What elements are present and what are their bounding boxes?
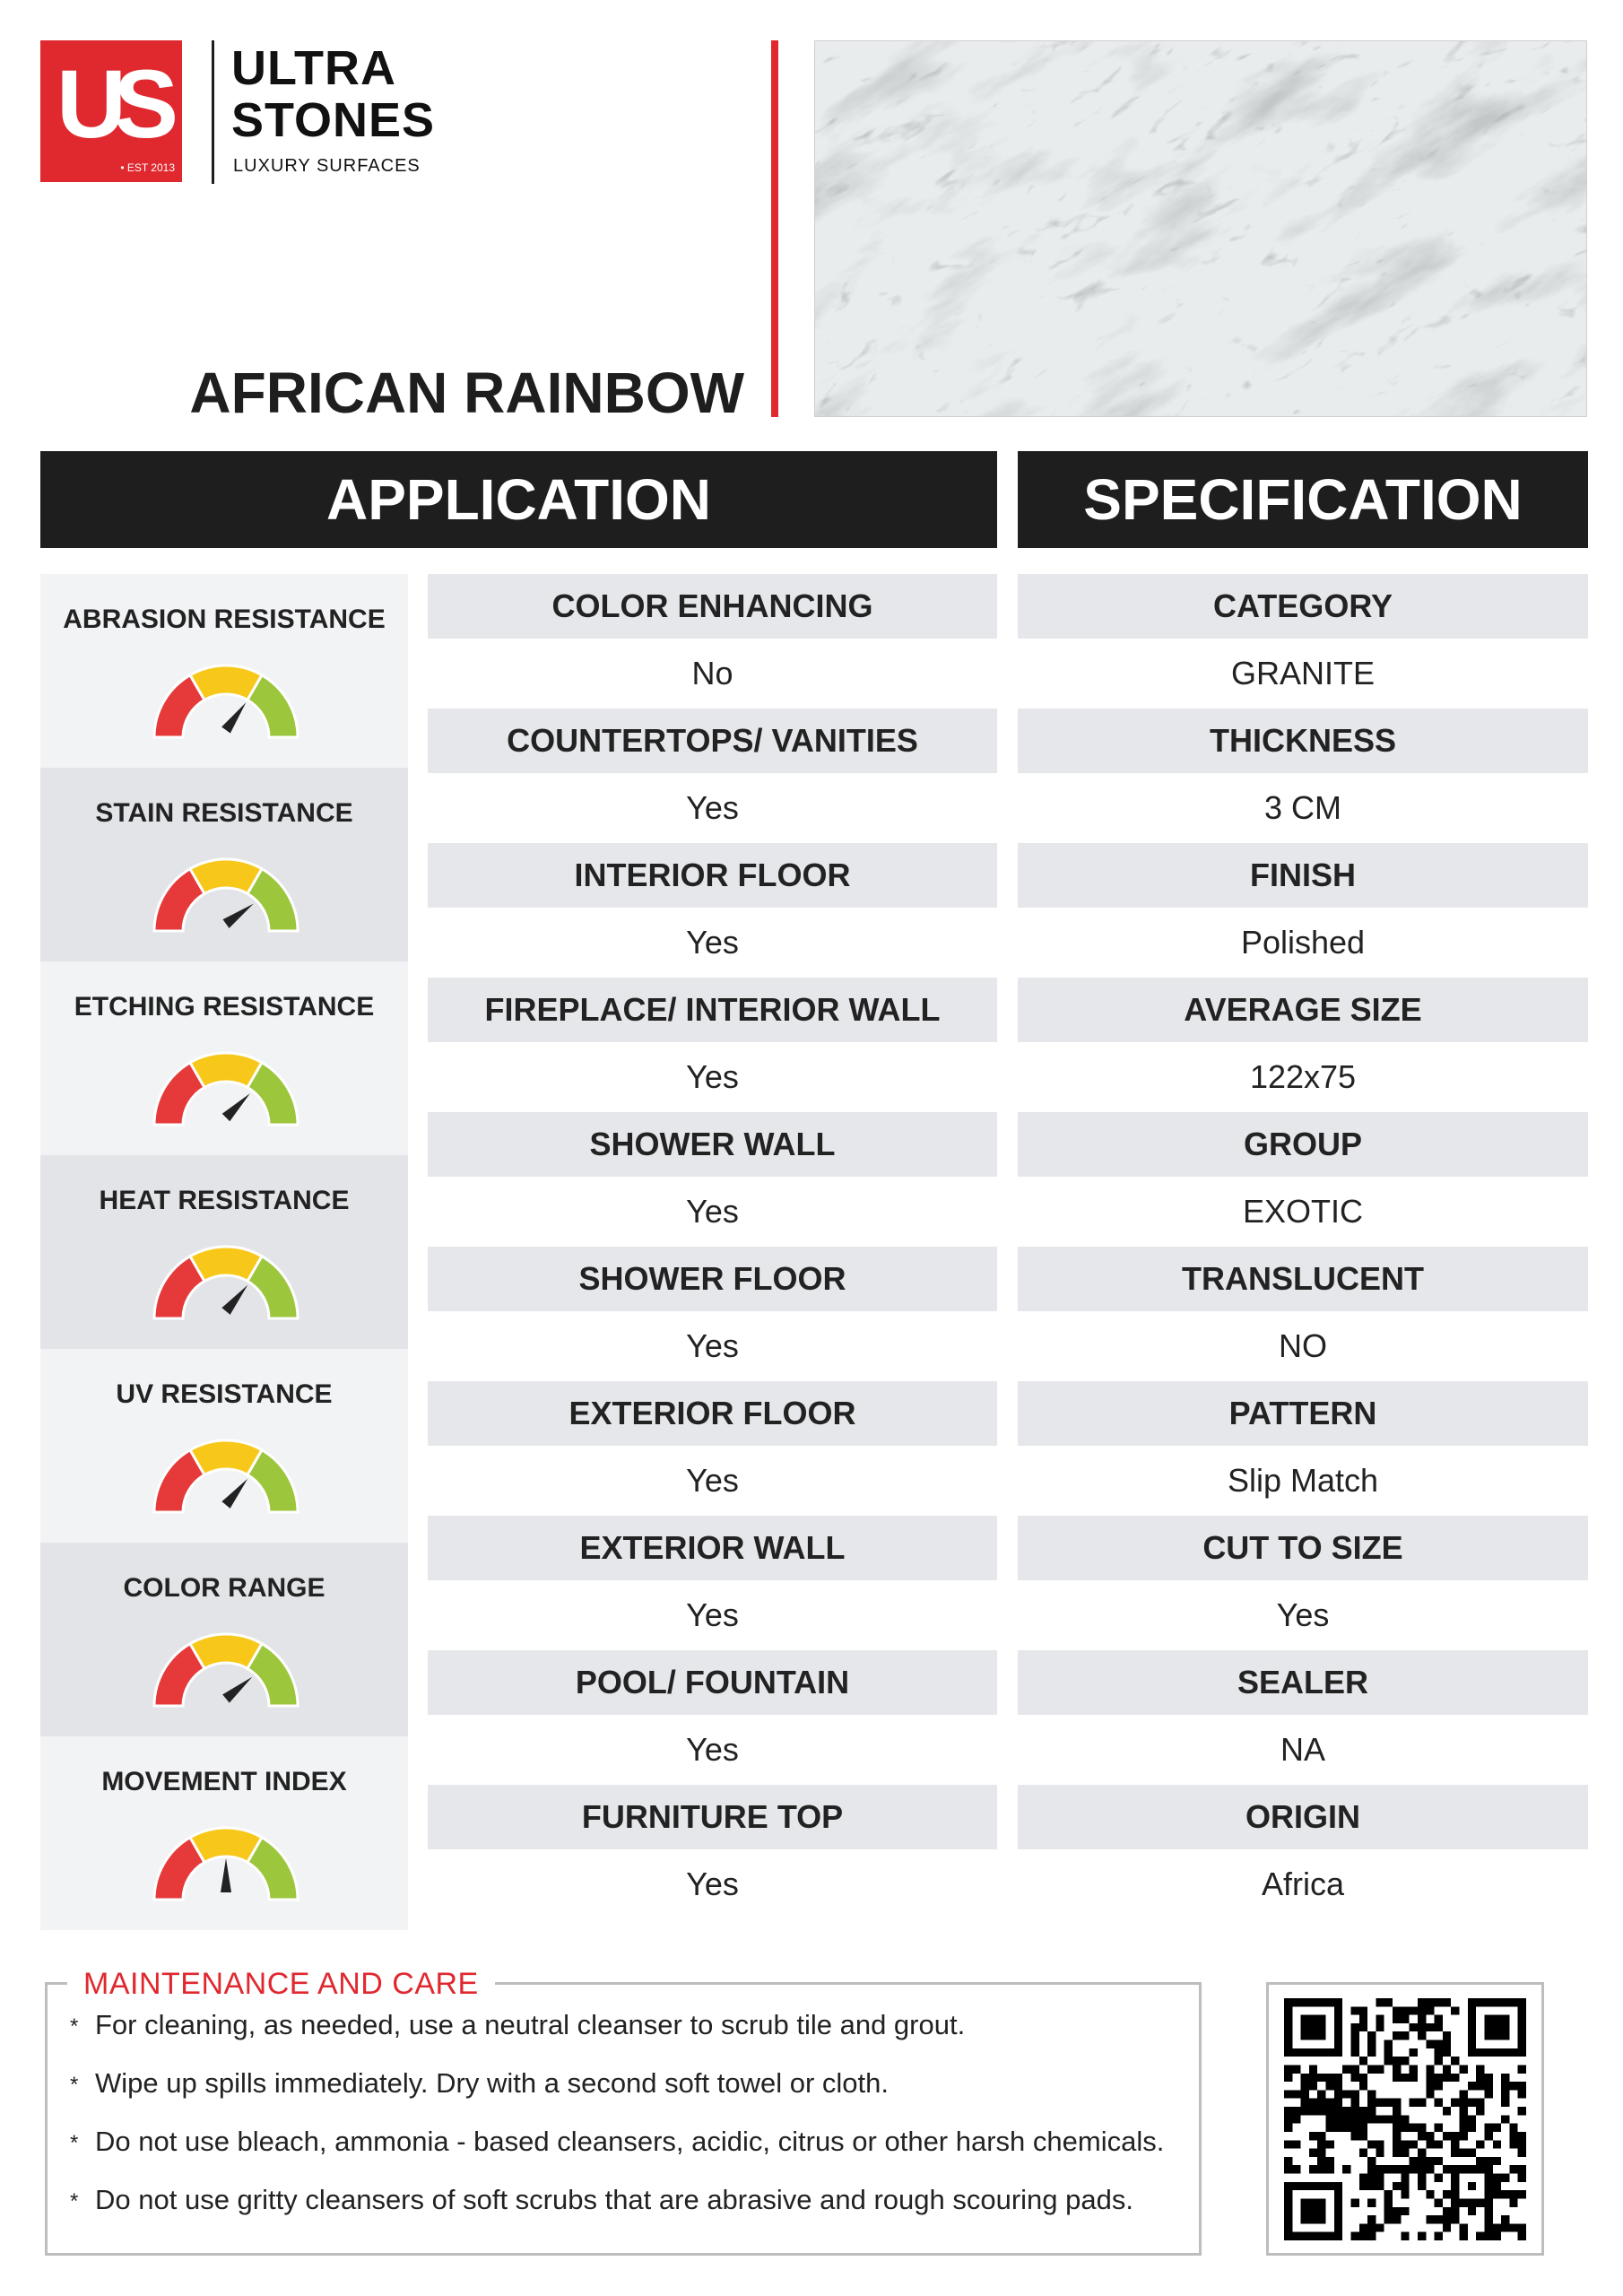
specification-row-value: Polished — [1240, 924, 1366, 961]
application-row-label: SHOWER FLOOR — [428, 1247, 997, 1311]
gauge-meter-icon — [152, 1437, 299, 1514]
logo-divider — [212, 40, 214, 184]
bullet-icon: * — [70, 2188, 79, 2213]
specification-row-value: Yes — [1276, 1596, 1330, 1633]
specification-row-label: CUT TO SIZE — [1018, 1516, 1588, 1580]
application-row-label: INTERIOR FLOOR — [428, 843, 997, 908]
maintenance-item — [70, 2184, 1133, 2216]
bullet-icon: * — [70, 2013, 79, 2039]
qr-code-icon[interactable] — [1284, 1998, 1526, 2240]
application-row-value: Yes — [686, 1058, 739, 1095]
gauge-label: MOVEMENT INDEX — [101, 1767, 347, 1796]
maintenance-item — [70, 2126, 1164, 2158]
specification-row-value: GRANITE — [1230, 655, 1375, 691]
gauge-meter-icon — [152, 1631, 299, 1708]
gauge-high-segment — [247, 1644, 298, 1706]
specification-row-value: EXOTIC — [1242, 1193, 1363, 1230]
application-row-label: EXTERIOR WALL — [428, 1516, 997, 1580]
gauge-label: HEAT RESISTANCE — [99, 1186, 350, 1215]
specification-row-label: PATTERN — [1018, 1381, 1588, 1446]
gauge-high-segment — [247, 1063, 298, 1125]
gauge-abrasion-resistance — [40, 574, 408, 768]
gauge-needle — [221, 702, 246, 733]
gauge-meter-icon — [152, 662, 299, 739]
specification-row-label: THICKNESS — [1018, 709, 1588, 773]
specification-row-label: TRANSLUCENT — [1018, 1247, 1588, 1311]
gauge-high-segment — [247, 1257, 298, 1318]
gauge-high-segment — [247, 1838, 298, 1900]
product-title: AFRICAN RAINBOW — [189, 361, 744, 425]
specification-header: SPECIFICATION — [1018, 451, 1588, 548]
bullet-icon: * — [70, 2072, 79, 2097]
maintenance-text: For cleaning, as needed, use a neutral cleanser to scrub tile and grout. — [95, 2009, 966, 2040]
specification-row-label: FINISH — [1018, 843, 1588, 908]
application-row-value: Yes — [686, 924, 739, 961]
gauge-meter-icon — [152, 856, 299, 933]
specification-row-value: Slip Match — [1227, 1462, 1379, 1499]
application-row-value: Yes — [686, 1731, 739, 1768]
application-row-value: Yes — [686, 1866, 739, 1902]
brand-tagline: LUXURY SURFACES — [233, 156, 421, 176]
gauge-etching-resistance — [40, 961, 408, 1155]
application-row-label: COUNTERTOPS/ VANITIES — [428, 709, 997, 773]
application-row-value: Yes — [686, 1193, 739, 1230]
stone-slab-image — [814, 40, 1587, 417]
logo-est: • EST 2013 — [120, 161, 175, 174]
specification-row-value: 3 CM — [1263, 789, 1341, 826]
bullet-icon: * — [70, 2130, 79, 2155]
application-row-value: Yes — [686, 1462, 739, 1499]
application-row-value: No — [691, 655, 733, 691]
maintenance-item — [70, 2009, 965, 2041]
specification-row-value: NA — [1280, 1731, 1325, 1768]
specification-row-value: 122x75 — [1249, 1058, 1357, 1095]
application-row-label: FIREPLACE/ INTERIOR WALL — [428, 978, 997, 1042]
specification-row-label: GROUP — [1018, 1112, 1588, 1177]
gauge-movement-index — [40, 1736, 408, 1930]
gauge-needle — [222, 904, 253, 928]
gauge-meter-icon — [152, 1243, 299, 1320]
gauge-needle — [222, 1677, 252, 1703]
specification-row-label: SEALER — [1018, 1650, 1588, 1715]
gauge-meter-icon — [152, 1824, 299, 1901]
gauge-high-segment — [247, 1450, 298, 1512]
maintenance-text: Do not use bleach, ammonia - based cleansers, acidic, citrus or other harsh chemicals. — [95, 2126, 1165, 2157]
specification-row-label: CATEGORY — [1018, 574, 1588, 639]
maintenance-text: Do not use gritty cleansers of soft scrubs that are abrasive and rough scouring pads. — [95, 2184, 1133, 2215]
gauge-needle — [222, 1093, 250, 1121]
gauge-stain-resistance — [40, 768, 408, 961]
specification-row-value: Africa — [1261, 1866, 1345, 1902]
accent-rule — [771, 40, 778, 417]
application-row-label: FURNITURE TOP — [428, 1785, 997, 1849]
gauge-label: UV RESISTANCE — [116, 1379, 333, 1409]
application-header: APPLICATION — [40, 451, 997, 548]
gauge-high-segment — [247, 869, 298, 931]
maintenance-title: MAINTENANCE AND CARE — [67, 1964, 495, 2004]
specification-row-label: AVERAGE SIZE — [1018, 978, 1588, 1042]
application-row-label: COLOR ENHANCING — [428, 574, 997, 639]
maintenance-item — [70, 2067, 889, 2100]
gauge-uv-resistance — [40, 1349, 408, 1543]
gauge-label: ABRASION RESISTANCE — [63, 604, 386, 634]
gauge-needle — [221, 1858, 231, 1892]
specification-row-label: ORIGIN — [1018, 1785, 1588, 1849]
gauge-high-segment — [247, 675, 298, 737]
specification-row-value: NO — [1279, 1327, 1327, 1364]
gauge-color-range — [40, 1543, 408, 1736]
application-row-value: Yes — [686, 1596, 739, 1633]
logo-monogram: US — [56, 49, 167, 158]
gauge-needle — [221, 1479, 247, 1509]
application-row-label: SHOWER WALL — [428, 1112, 997, 1177]
application-row-label: EXTERIOR FLOOR — [428, 1381, 997, 1446]
application-row-value: Yes — [686, 789, 739, 826]
gauge-meter-icon — [152, 1049, 299, 1126]
application-row-value: Yes — [686, 1327, 739, 1364]
maintenance-text: Wipe up spills immediately. Dry with a second soft towel or cloth. — [95, 2067, 889, 2099]
gauge-heat-resistance — [40, 1155, 408, 1349]
gauge-label: ETCHING RESISTANCE — [74, 992, 375, 1022]
brand-name-line2: STONES — [231, 93, 436, 147]
application-row-label: POOL/ FOUNTAIN — [428, 1650, 997, 1715]
brand-name-line1: ULTRA — [231, 41, 396, 95]
gauge-needle — [221, 1285, 247, 1315]
gauge-label: COLOR RANGE — [123, 1573, 325, 1603]
gauge-label: STAIN RESISTANCE — [95, 798, 353, 828]
